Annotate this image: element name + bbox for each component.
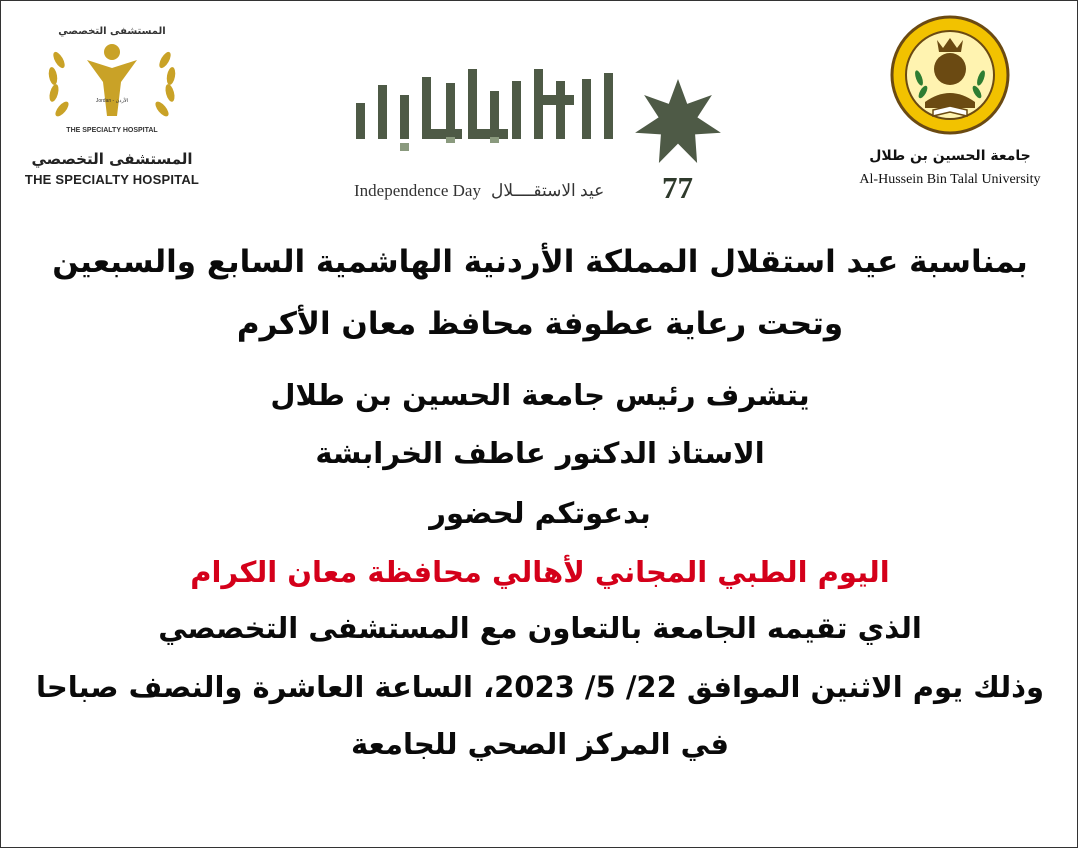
jordan-star-icon <box>632 77 724 169</box>
university-seal <box>889 14 1011 136</box>
specialty-hospital-logo <box>22 20 202 192</box>
date-time-line: وذلك يوم الاثنين الموافق 22/ 5/ 2023، الساعة العاشرة والنصف صباحا <box>35 670 1045 704</box>
hospital-arc-text-en: THE SPECIALTY HOSPITAL <box>66 127 158 134</box>
organizer-line: الذي تقيمه الجامعة بالتعاون مع المستشفى التخصصي <box>158 611 922 645</box>
occasion-line: بمناسبة عيد استقلال المملكة الأردنية الهاشمية السابع والسبعين <box>52 244 1028 280</box>
hospital-name-ar: المستشفى التخصصي <box>31 150 193 168</box>
hospital-arc-text-ar: المستشفى التخصصي <box>58 26 166 37</box>
independence-caption <box>354 181 604 201</box>
specialty-hospital-emblem <box>37 20 187 148</box>
independence-calligraphy <box>350 65 630 175</box>
invitation-line: بدعوتكم لحضور <box>429 496 651 530</box>
president-name-line: الاستاذ الدكتور عاطف الخرابشة <box>315 436 765 470</box>
hospital-ring-text: Jordan - الأردن <box>95 98 129 104</box>
university-name-ar: جامعة الحسين بن طلال <box>869 148 1031 164</box>
university-logo <box>840 14 1060 204</box>
hospital-name-en: THE SPECIALTY HOSPITAL <box>24 172 200 187</box>
patronage-line: وتحت رعاية عطوفة محافظ معان الأكرم <box>236 306 844 342</box>
independence-number: 77 <box>662 170 693 205</box>
host-line: يتشرف رئيس جامعة الحسين بن طلال <box>270 378 810 412</box>
independence-caption-en: Independence Day <box>354 181 481 200</box>
independence-caption-ar: عيد الاستقــــلال <box>490 181 605 200</box>
independence-day-logo <box>350 65 730 215</box>
event-title-line: اليوم الطبي المجاني لأهالي محافظة معان الكرام <box>190 555 890 589</box>
venue-line: في المركز الصحي للجامعة <box>351 727 729 761</box>
university-name-en: Al-Hussein Bin Talal University <box>859 172 1041 187</box>
